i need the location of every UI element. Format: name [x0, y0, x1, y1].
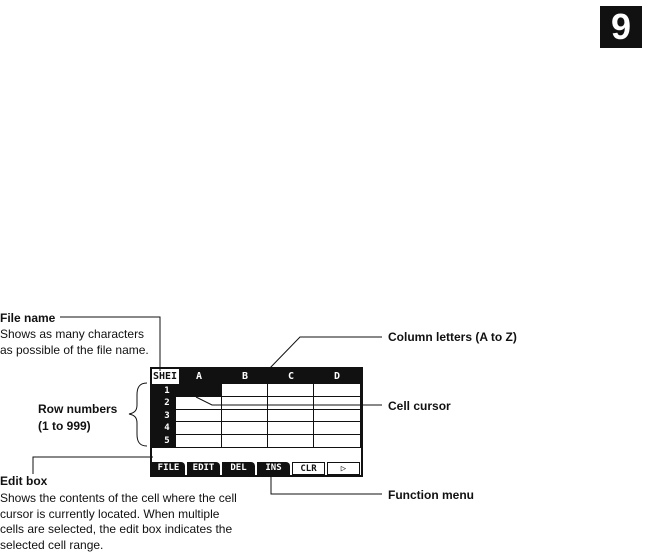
file-name-desc-line-1: Shows as many characters: [0, 327, 145, 341]
column-letters-leader: [268, 337, 382, 370]
fkey-ins[interactable]: INS: [257, 462, 290, 475]
file-name-leader: [60, 317, 160, 371]
row-numbers-brace: [129, 383, 147, 446]
edit-box-leader: [33, 457, 153, 474]
function-menu-label: Function menu: [388, 488, 474, 502]
sheet-file-name: SHEI: [153, 371, 178, 382]
cell-cursor-label: Cell cursor: [388, 399, 451, 413]
row-number-3: 3: [164, 411, 170, 421]
cell-cursor-leader: [196, 397, 382, 405]
row-numbers-label: Row numbers: [38, 402, 118, 416]
row-number-2: 2: [164, 398, 170, 408]
fkey-more[interactable]: ▷: [327, 462, 360, 475]
row-number-4: 4: [164, 423, 170, 433]
column-letter-c: C: [287, 371, 295, 382]
fkey-del[interactable]: DEL: [222, 462, 255, 475]
fkey-clr[interactable]: CLR: [292, 462, 325, 475]
edit-box-desc-line-2: cursor is currently located. When multiple: [0, 507, 220, 521]
fkey-file[interactable]: FILE: [152, 462, 185, 475]
file-name-title: File name: [0, 311, 56, 325]
edit-box-desc-line-4: selected cell range.: [0, 538, 104, 552]
edit-box-desc-line-1: Shows the contents of the cell where the cell: [0, 491, 237, 505]
function-menu-leader: [271, 474, 382, 494]
column-letters-label: Column letters (A to Z): [388, 330, 517, 344]
column-letter-d: D: [333, 371, 341, 382]
edit-box-title: Edit box: [0, 474, 48, 488]
column-letter-b: B: [241, 371, 249, 382]
chapter-badge: 9: [600, 6, 642, 48]
edit-box-desc-line-3: cells are selected, the edit box indicates the: [0, 522, 233, 536]
row-number-1: 1: [164, 386, 170, 396]
column-letter-a: A: [195, 371, 203, 382]
fkey-edit[interactable]: EDIT: [187, 462, 220, 475]
row-number-5: 5: [164, 436, 170, 446]
row-numbers-range: (1 to 999): [38, 419, 91, 433]
file-name-desc-line-2: as possible of the file name.: [0, 343, 149, 357]
